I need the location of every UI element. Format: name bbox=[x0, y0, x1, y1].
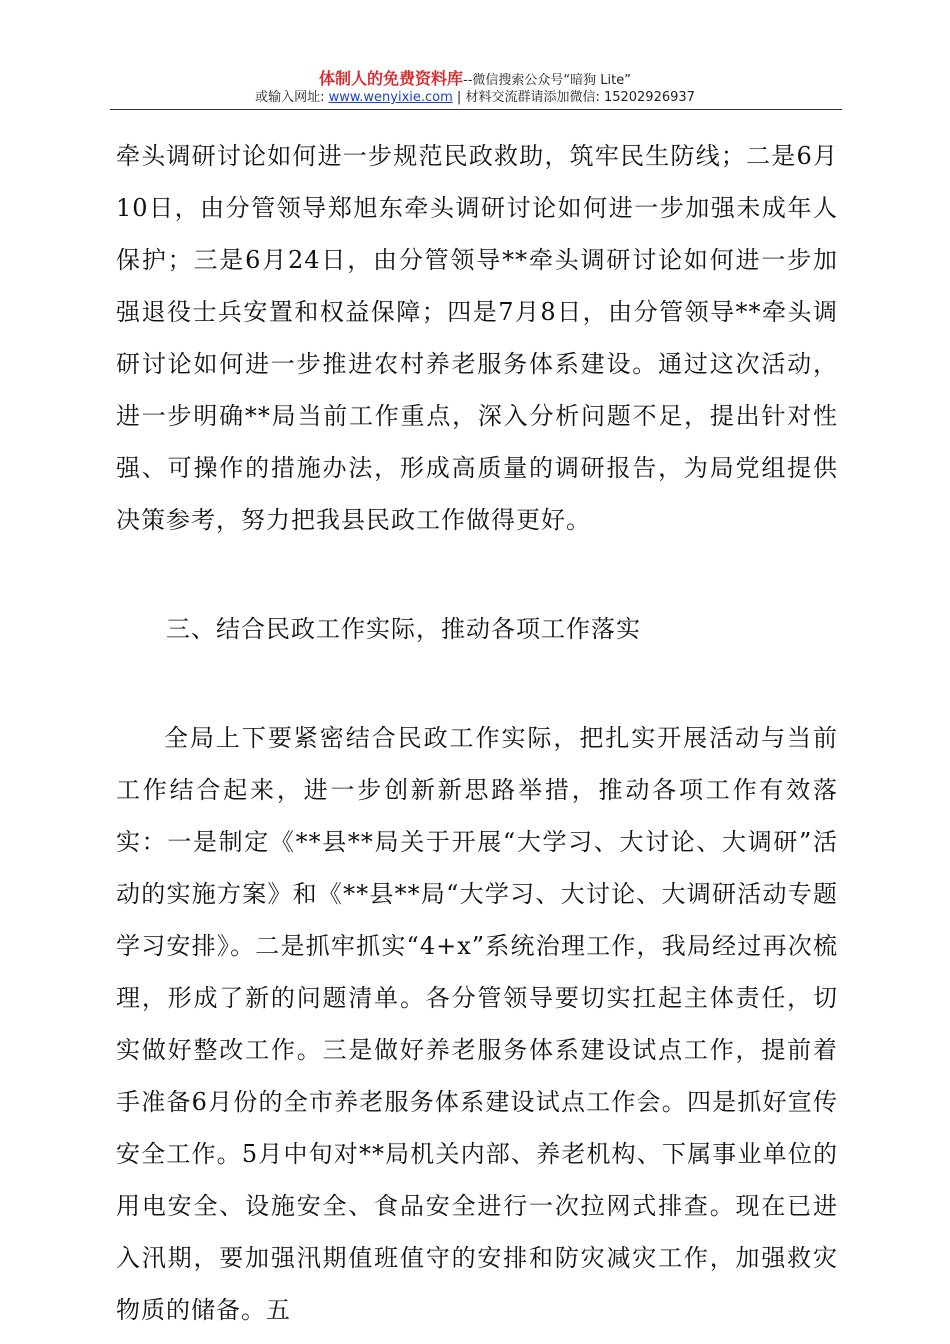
page-header bbox=[0, 0, 950, 112]
body-paragraph-1: 牵头调研讨论如何进一步规范民政救助，筑牢民生防线；二是6月10日，由分管领导郑旭东牵头调研讨论如何进一步加强未成年人保护；三是6月24日，由分管领导**牵头调研讨论如何进一步加强退役士兵安置和权益保障；四是7月8日，由分管领导**牵头调研讨论如何进一步推进农村养老服务体系建设。通过这次活动，进一步明确**局当前工作重点，深入分析问题不足，提出针对性强、可操作的措施办法，形成高质量的调研报告，为局党组提供决策参考，努力把我县民政工作做得更好。 bbox=[116, 142, 838, 534]
header-banner bbox=[0, 70, 950, 90]
body-paragraph-2: 全局上下要紧密结合民政工作实际，把扎实开展活动与当前工作结合起来，进一步创新新思路举措，推动各项工作有效落实：一是制定《**县**局关于开展“大学习、大讨论、大调研”活动的实施方案》和《**县**局“大学习、大讨论、大调研活动专题学习安排》。二是抓牢抓实“4+x”系统治理工作，我局经过再次梳理，形成了新的问题清单。各分管领导要切实扛起主体责任，切实做好整改工作。三是做好养老服务体系建设试点工作，提前着手准备6月份的全市养老服务体系建设试点工作会。四是抓好宣传安全工作。5月中旬对**局机关内部、养老机构、下属事业单位的用电安全、设施安全、食品安全进行一次拉网式排查。现在已进入汛期，要加强汛期值班值守的安排和防灾减灾工作，加强救灾物质的储备。五 bbox=[116, 724, 838, 1324]
document-body bbox=[116, 130, 838, 1336]
header-contact bbox=[0, 90, 950, 106]
header-divider bbox=[110, 109, 842, 110]
contact-prefix: 或输入网址: bbox=[255, 90, 329, 105]
brand-subtitle: --微信搜索公众号“暗狗 Lite” bbox=[463, 73, 631, 88]
section-heading-3: 三、结合民政工作实际，推动各项工作落实 bbox=[166, 615, 641, 643]
contact-suffix: | 材料交流群请添加微信: 15202926937 bbox=[452, 90, 695, 105]
website-link[interactable]: www.wenyixie.com bbox=[328, 90, 453, 105]
brand-title: 体制人的免费资料库 bbox=[319, 69, 464, 88]
